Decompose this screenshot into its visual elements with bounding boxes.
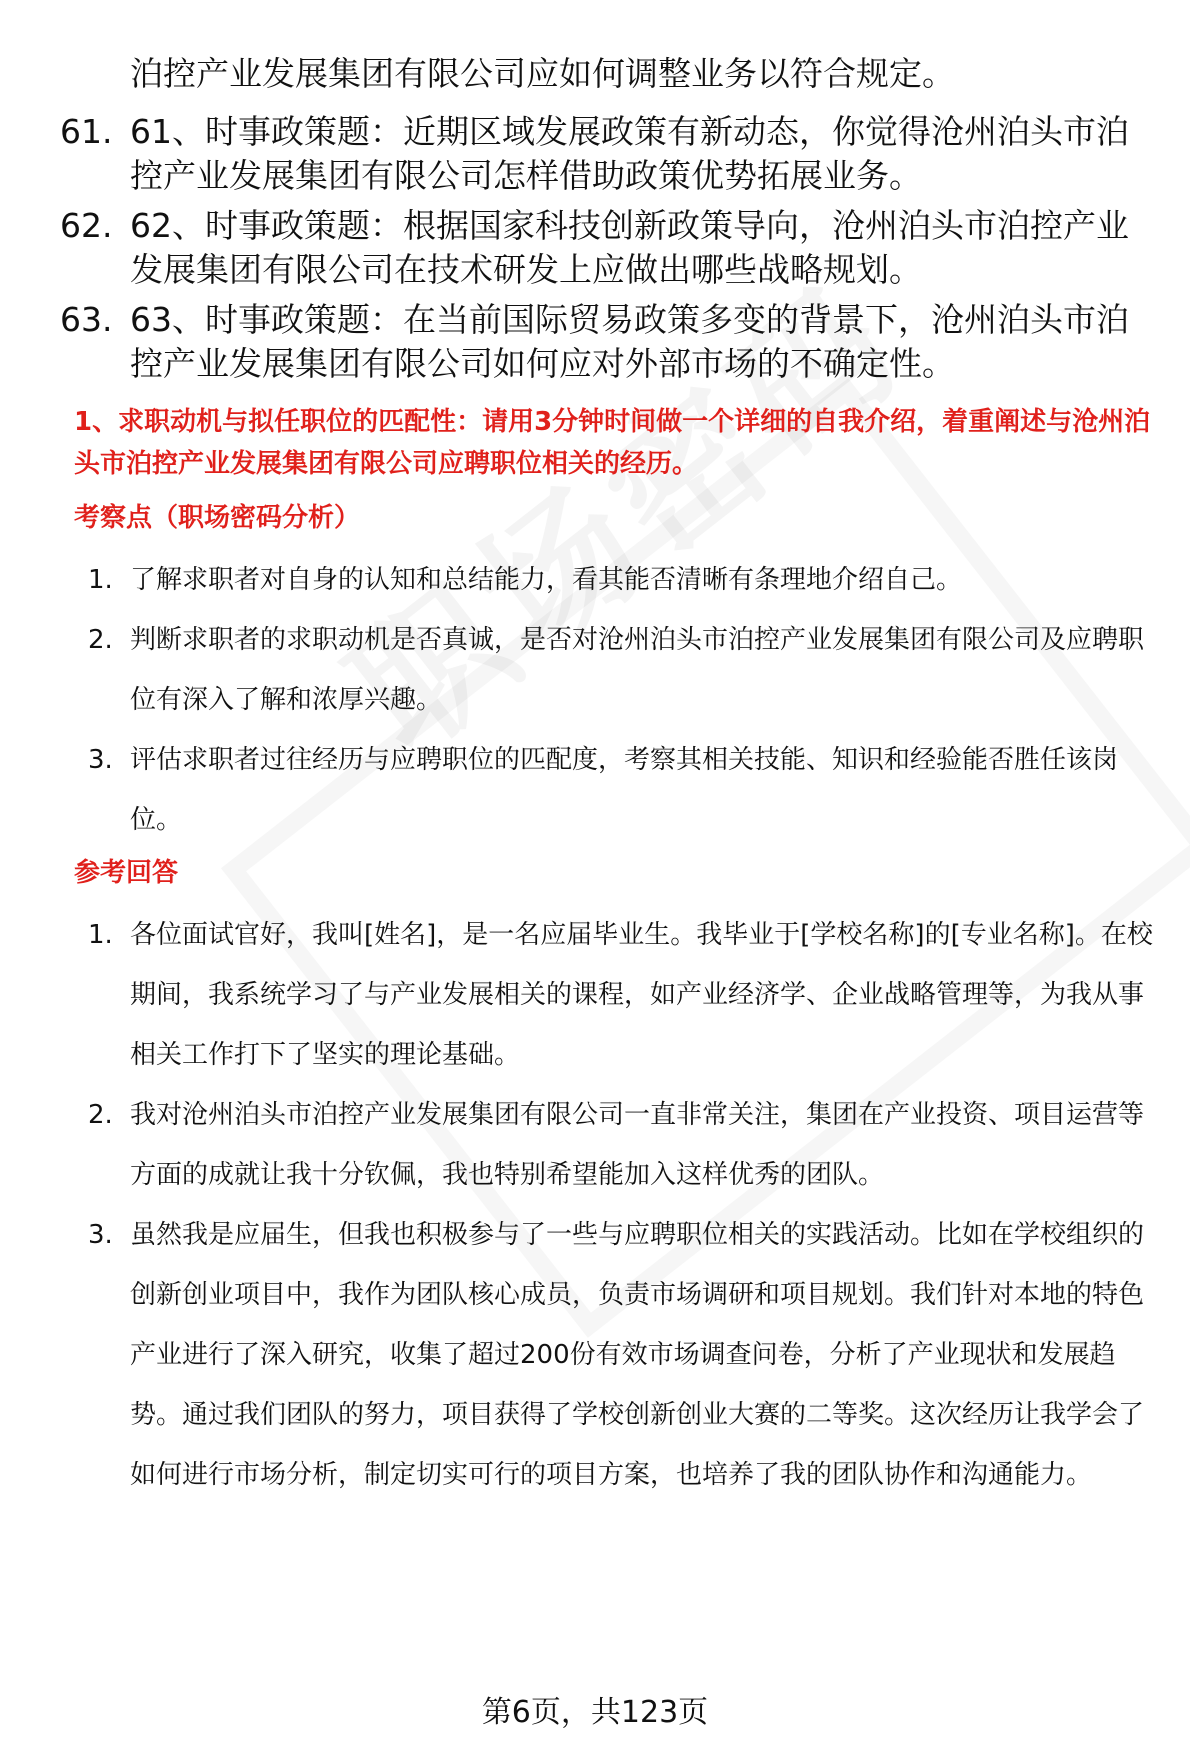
page-number: 第6页，共123页 <box>481 1695 709 1730</box>
list-item: 3. 评估求职者过往经历与应聘职位的匹配度，考察其相关技能、知识和经验能否胜任该岗位。 <box>88 745 1119 835</box>
list-item: 3. 虽然我是应届生，但我也积极参与了一些与应聘职位相关的实践活动。比如在学校组织的创新创业项目中，我作为团队核心成员，负责市场调研和项目规划。我们针对本地的特色产业进行了深入研究，收集了超过200份有效市场调查问卷，分析了产业现状和发展趋势。通过我们团队的努力，项目获得了学校创新创业大赛的二等奖。这次经历让我学会了如何进行市场分析，制定切实可行的项目方案，也培养了我的团队协作和沟通能力。 <box>88 1220 1145 1490</box>
list-item: 1. 各位面试官好，我叫[姓名]，是一名应届毕业生。我毕业于[学校名称]的[专业名称]。在校期间，我系统学习了与产业发展相关的课程，如产业经济学、企业战略管理等，为我从事相关工作打下了坚实的理论基础。 <box>88 920 1153 1070</box>
list-item: 2. 我对沧州泊头市泊控产业发展集团有限公司一直非常关注，集团在产业投资、项目运营等方面的成就让我十分钦佩，我也特别希望能加入这样优秀的团队。 <box>88 1100 1145 1190</box>
list-item: 1. 了解求职者对自身的认知和总结能力，看其能否清晰有条理地介绍自己。 <box>88 565 963 595</box>
points-heading: 考察点（职场密码分析） <box>74 503 361 533</box>
points-list <box>0 550 1160 850</box>
answer-heading: 参考回答 <box>74 858 179 888</box>
list-item: 2. 判断求职者的求职动机是否真诚，是否对沧州泊头市泊控产业发展集团有限公司及应聘职位有深入了解和浓厚兴趣。 <box>88 625 1145 715</box>
question-title: 1、求职动机与拟任职位的匹配性：请用3分钟时间做一个详细的自我介绍，着重阐述与沧州泊头市泊控产业发展集团有限公司应聘职位相关的经历。 <box>74 407 1151 479</box>
answers-list <box>0 905 1160 1505</box>
